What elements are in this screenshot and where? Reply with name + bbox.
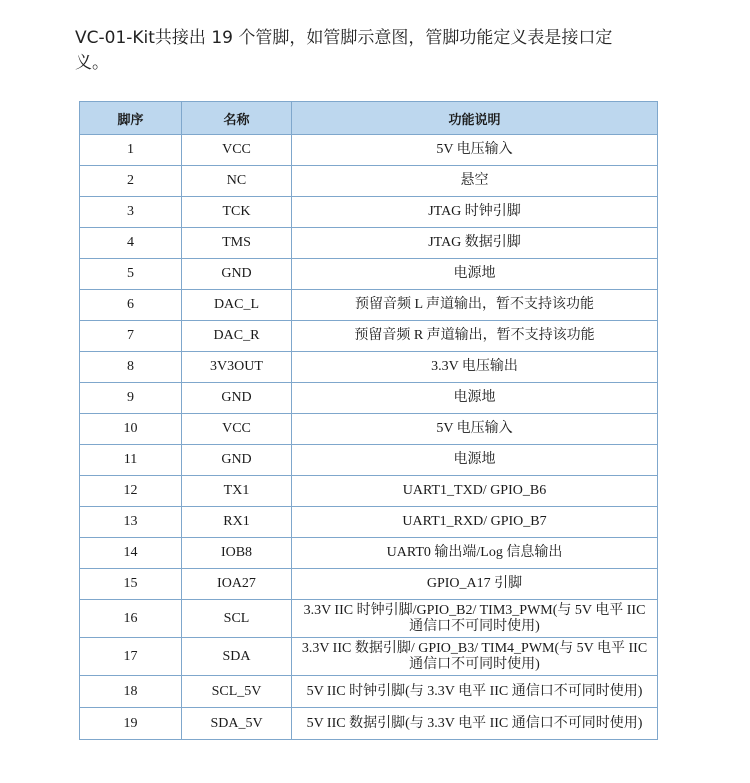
pin-name: SCL_5V	[182, 676, 292, 708]
pin-name: VCC	[182, 414, 292, 445]
table-row	[80, 259, 658, 290]
pin-number: 7	[80, 321, 182, 352]
pin-number: 9	[80, 383, 182, 414]
table-row	[80, 676, 658, 708]
pin-number: 16	[80, 600, 182, 638]
pin-number: 12	[80, 476, 182, 507]
table-row	[80, 414, 658, 445]
pin-function: GPIO_A17 引脚	[292, 569, 658, 600]
pin-function: 5V IIC 数据引脚(与 3.3V 电平 IIC 通信口不可同时使用)	[292, 708, 658, 740]
table-row	[80, 708, 658, 740]
pin-number: 5	[80, 259, 182, 290]
table-header-row	[80, 102, 658, 135]
pin-function: 5V 电压输入	[292, 414, 658, 445]
pin-function: 5V 电压输入	[292, 135, 658, 166]
pin-function: UART1_TXD/ GPIO_B6	[292, 476, 658, 507]
pin-function: JTAG 时钟引脚	[292, 197, 658, 228]
pin-number: 14	[80, 538, 182, 569]
pin-name: NC	[182, 166, 292, 197]
pin-function: 电源地	[292, 259, 658, 290]
pin-number: 1	[80, 135, 182, 166]
header-pin-number: 脚序	[80, 102, 182, 135]
pin-number: 18	[80, 676, 182, 708]
intro-paragraph: VC-01-Kit共接出 19 个管脚，如管脚示意图，管脚功能定义表是接口定义。	[75, 28, 613, 73]
pin-name: SDA_5V	[182, 708, 292, 740]
pin-function: 5V IIC 时钟引脚(与 3.3V 电平 IIC 通信口不可同时使用)	[292, 676, 658, 708]
pin-name: SCL	[182, 600, 292, 638]
table-row	[80, 352, 658, 383]
pin-name: GND	[182, 383, 292, 414]
table-row	[80, 538, 658, 569]
table-row	[80, 507, 658, 538]
table-row	[80, 638, 658, 676]
header-function: 功能说明	[292, 102, 658, 135]
pin-function: 电源地	[292, 445, 658, 476]
pin-function: 悬空	[292, 166, 658, 197]
pin-number: 13	[80, 507, 182, 538]
pin-name: VCC	[182, 135, 292, 166]
pin-number: 2	[80, 166, 182, 197]
pin-name: IOA27	[182, 569, 292, 600]
header-name: 名称	[182, 102, 292, 135]
table-row	[80, 197, 658, 228]
pin-function: 预留音频 R 声道输出，暂不支持该功能	[292, 321, 658, 352]
pin-number: 4	[80, 228, 182, 259]
pin-function: UART1_RXD/ GPIO_B7	[292, 507, 658, 538]
pin-name: GND	[182, 259, 292, 290]
table-row	[80, 569, 658, 600]
table-row	[80, 445, 658, 476]
pin-name: GND	[182, 445, 292, 476]
pin-number: 10	[80, 414, 182, 445]
pin-function: 电源地	[292, 383, 658, 414]
table-row	[80, 600, 658, 638]
pin-function: 预留音频 L 声道输出，暂不支持该功能	[292, 290, 658, 321]
pin-name: SDA	[182, 638, 292, 676]
table-row	[80, 228, 658, 259]
table-row	[80, 290, 658, 321]
table-row	[80, 476, 658, 507]
pin-number: 8	[80, 352, 182, 383]
pin-name: DAC_R	[182, 321, 292, 352]
pin-name: DAC_L	[182, 290, 292, 321]
table-row	[80, 383, 658, 414]
pin-function: 3.3V IIC 时钟引脚/GPIO_B2/ TIM3_PWM(与 5V 电平 IIC 通信口不可同时使用)	[292, 600, 658, 638]
pin-name: TX1	[182, 476, 292, 507]
pin-name: 3V3OUT	[182, 352, 292, 383]
pin-name: TMS	[182, 228, 292, 259]
pin-number: 17	[80, 638, 182, 676]
pin-function: 3.3V 电压输出	[292, 352, 658, 383]
pin-definition-table	[79, 101, 658, 740]
pin-name: TCK	[182, 197, 292, 228]
pin-number: 15	[80, 569, 182, 600]
pin-function: JTAG 数据引脚	[292, 228, 658, 259]
pin-name: IOB8	[182, 538, 292, 569]
pin-number: 19	[80, 708, 182, 740]
table-row	[80, 135, 658, 166]
pin-number: 3	[80, 197, 182, 228]
table-row	[80, 166, 658, 197]
table-row	[80, 321, 658, 352]
pin-name: RX1	[182, 507, 292, 538]
pin-function: UART0 输出端/Log 信息输出	[292, 538, 658, 569]
pin-number: 6	[80, 290, 182, 321]
pin-function: 3.3V IIC 数据引脚/ GPIO_B3/ TIM4_PWM(与 5V 电平 IIC 通信口不可同时使用)	[292, 638, 658, 676]
pin-number: 11	[80, 445, 182, 476]
